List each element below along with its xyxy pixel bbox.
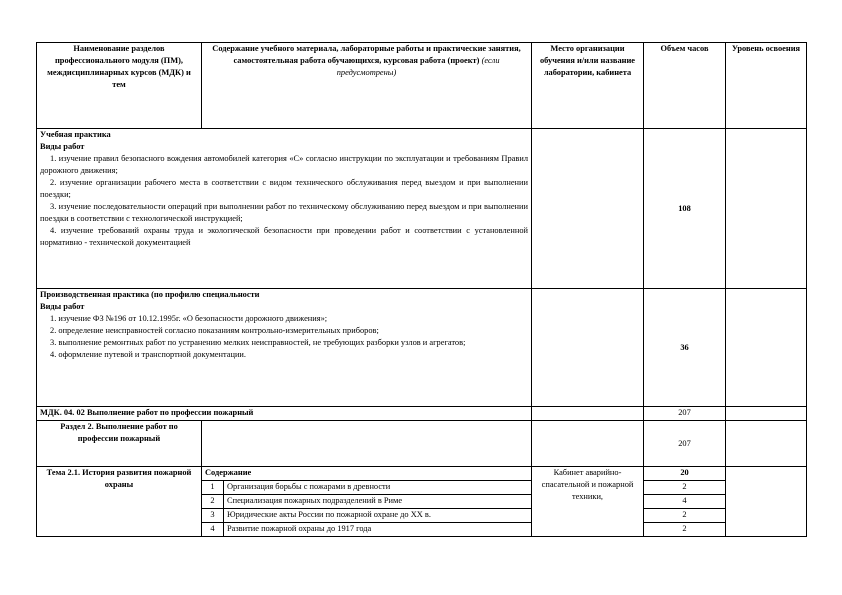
section2-level: [726, 421, 807, 467]
curriculum-table: [36, 42, 807, 537]
row-number: 4: [202, 523, 224, 537]
practice-subtitle: Виды работ: [40, 142, 85, 151]
mdk-row: [37, 407, 807, 421]
header-content: Содержание учебного материала, лабораторные работы и практические занятия, самостоятельная работа обучающихся, курсовая работа (проект) (если предусмотрены): [202, 43, 532, 129]
topic-level: [726, 467, 807, 537]
practice-row: [37, 129, 807, 289]
row-hours: 2: [644, 523, 726, 537]
production-subtitle: Виды работ: [40, 302, 85, 311]
practice-level: [726, 129, 807, 289]
header-sections: Наименование разделов профессионального модуля (ПМ), междисциплинарных курсов (МДК) и тем: [37, 43, 202, 129]
section2-content: [202, 421, 532, 467]
practice-item: 1. изучение правил безопасного вождения автомобилей категория «С» согласно инструкции по эксплуатации и требованиям Правил дорожного движения;: [40, 154, 528, 175]
mdk-location: [532, 407, 644, 421]
topic-content-label: Содержание: [202, 467, 532, 481]
row-number: 1: [202, 481, 224, 495]
production-row: [37, 289, 807, 407]
production-item: 1. изучение ФЗ №196 от 10.12.1995г. «О безопасности дорожного движения»;: [50, 314, 328, 323]
practice-content: [37, 129, 532, 289]
section2-location: [532, 421, 644, 467]
production-item: 3. выполнение ремонтных работ по устранению мелких неисправностей, не требующих разборки узлов и агрегатов;: [50, 338, 466, 347]
production-title: Производственная практика (по профилю специальности: [40, 290, 260, 299]
production-hours: 36: [644, 289, 726, 407]
section2-title: Раздел 2. Выполнение работ по профессии пожарный: [37, 421, 202, 467]
production-location: [532, 289, 644, 407]
mdk-hours: 207: [644, 407, 726, 421]
topic-location: Кабинет аварийно-спасательной и пожарной техники,: [532, 467, 644, 537]
row-hours: 2: [644, 481, 726, 495]
section2-row: [37, 421, 807, 467]
row-number: 3: [202, 509, 224, 523]
topic-content-hours: 20: [644, 467, 726, 481]
header-row: [37, 43, 807, 129]
row-text: Развитие пожарной охраны до 1917 года: [224, 523, 532, 537]
practice-hours: 108: [644, 129, 726, 289]
production-content: [37, 289, 532, 407]
production-level: [726, 289, 807, 407]
production-item: 4. оформление путевой и транспортной документации.: [50, 350, 247, 359]
practice-item: 3. изучение последовательности операций при выполнении работ по техническому обслуживанию перед выездом и при выполнении поездки в соответствии с технологической инструкцией;: [40, 202, 528, 223]
topic-content-row: [37, 467, 807, 481]
mdk-title: МДК. 04. 02 Выполнение работ по профессии пожарный: [37, 407, 532, 421]
header-level: Уровень освоения: [726, 43, 807, 129]
row-text: Специализация пожарных подразделений в Риме: [224, 495, 532, 509]
header-hours: Объем часов: [644, 43, 726, 129]
row-text: Организация борьбы с пожарами в древности: [224, 481, 532, 495]
row-number: 2: [202, 495, 224, 509]
practice-item: 4. изучение требований охраны труда и экологической безопасности при проведении работ и соответствии с установленной нормативно - технической документацией: [40, 226, 528, 247]
mdk-level: [726, 407, 807, 421]
row-hours: 4: [644, 495, 726, 509]
practice-title: Учебная практика: [40, 130, 111, 139]
row-text: Юридические акты России по пожарной охране до XX в.: [224, 509, 532, 523]
production-item: 2. определение неисправностей согласно показаниям контрольно-измерительных приборов;: [50, 326, 379, 335]
topic-title: Тема 2.1. История развития пожарной охраны: [37, 467, 202, 537]
row-hours: 2: [644, 509, 726, 523]
header-location: Место организации обучения и/или название лаборатории, кабинета: [532, 43, 644, 129]
practice-location: [532, 129, 644, 289]
section2-hours: 207: [644, 421, 726, 467]
practice-item: 2. изучение организации рабочего места в соответствии с видом технического обслуживания перед выездом и при выполнении поездки;: [40, 178, 528, 199]
